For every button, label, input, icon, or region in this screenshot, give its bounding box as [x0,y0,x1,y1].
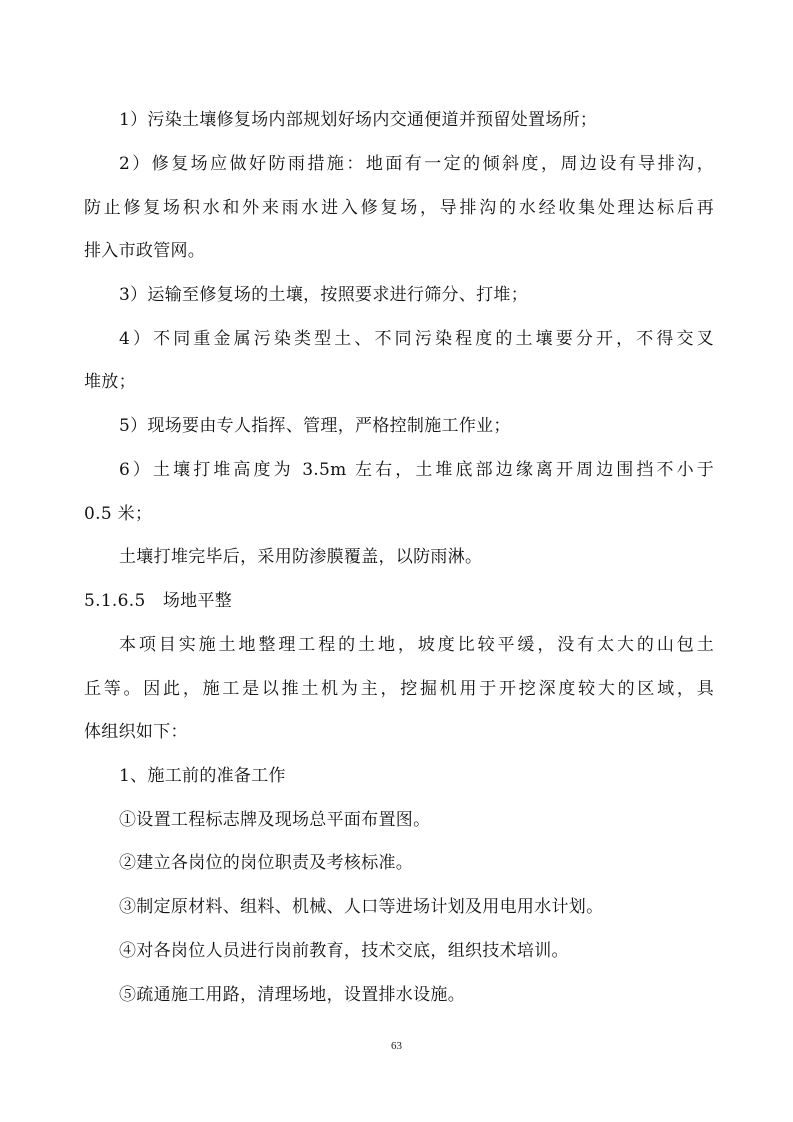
paragraph-line: 1）污染土壤修复场内部规划好场内交通便道并预留处置场所； [119,110,598,130]
list-item: ⑤疏通施工用路，清理场地，设置排水设施。 [119,985,465,1005]
paragraph-line: 土壤打堆完毕后，采用防渗膜覆盖，以防雨淋。 [119,547,483,567]
paragraph-line: 排入市政管网。 [84,241,206,261]
paragraph-line: 2）修复场应做好防雨措施：地面有一定的倾斜度，周边设有导排沟， [119,154,714,174]
subsection-heading: 1、施工前的准备工作 [119,766,286,786]
paragraph-line: 防止修复场积水和外来雨水进入修复场，导排沟的水经收集处理达标后再 [84,198,714,218]
paragraph-line: 6）土壤打堆高度为 3.5m 左右，土堆底部边缘离开周边围挡不小于 [119,460,714,480]
paragraph-line: 丘等。因此，施工是以推土机为主，挖掘机用于开挖深度较大的区域，具 [84,679,714,699]
paragraph-line: 3）运输至修复场的土壤，按照要求进行筛分、打堆； [119,285,529,305]
section-heading: 5.1.6.5 场地平整 [84,591,233,611]
paragraph-line: 堆放； [84,372,136,392]
list-item: ④对各岗位人员进行岗前教育，技术交底，组织技术培训。 [119,941,569,961]
list-item: ①设置工程标志牌及现场总平面布置图。 [119,810,431,830]
list-item: ②建立各岗位的岗位职责及考核标准。 [119,853,414,873]
paragraph-line: 4）不同重金属污染类型土、不同污染程度的土壤要分开，不得交叉 [119,329,714,349]
page-number: 63 [391,1040,402,1052]
paragraph-line: 本项目实施土地整理工程的土地，坡度比较平缓，没有太大的山包土 [119,635,714,655]
paragraph-line: 0.5 米； [84,504,153,524]
paragraph-line: 体组织如下： [84,722,188,742]
paragraph-line: 5）现场要由专人指挥、管理，严格控制施工作业； [119,416,511,436]
list-item: ③制定原材料、组料、机械、人口等进场计划及用电用水计划。 [119,897,604,917]
